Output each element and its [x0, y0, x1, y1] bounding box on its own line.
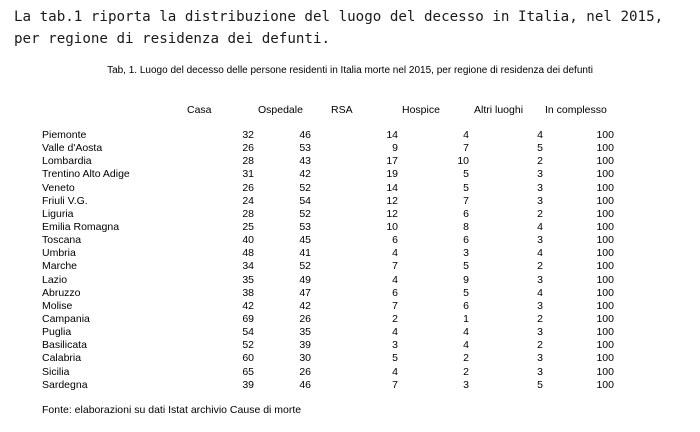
cell-value: 14 [386, 129, 398, 142]
table-row [0, 234, 614, 247]
cell-value: 2 [537, 207, 543, 220]
cell-value: 28 [242, 155, 254, 168]
cell-value: 5 [537, 142, 543, 155]
cell-value: 17 [386, 155, 398, 168]
cell-value: 2 [463, 365, 469, 378]
cell-value: 52 [242, 339, 254, 352]
cell-value: 7 [392, 378, 398, 391]
cell-value: 35 [299, 326, 311, 339]
cell-value: 4 [463, 339, 469, 352]
source-note: Fonte: elaborazioni su dati Istat archivio Cause di morte [42, 404, 302, 416]
cell-value: 100 [596, 207, 614, 220]
cell-value: 2 [537, 155, 543, 168]
cell-value: 4 [392, 273, 398, 286]
cell-value: 5 [463, 286, 469, 299]
cell-value: 100 [596, 129, 614, 142]
column-header-ospedale: Ospedale [258, 104, 303, 116]
cell-value: 54 [299, 194, 311, 207]
cell-value: 39 [299, 339, 311, 352]
table-row [0, 366, 614, 379]
cell-value: 4 [537, 286, 543, 299]
table-row [0, 182, 614, 195]
cell-value: 100 [596, 221, 614, 234]
table-row [0, 379, 614, 392]
cell-value: 52 [299, 181, 311, 194]
cell-value: 39 [242, 378, 254, 391]
cell-value: 5 [463, 168, 469, 181]
region-name: Sardegna [42, 378, 88, 391]
region-name: Trentino Alto Adige [42, 168, 130, 181]
table-row [0, 195, 614, 208]
cell-value: 19 [386, 168, 398, 181]
region-name: Umbria [42, 247, 76, 260]
region-name: Friuli V.G. [42, 194, 88, 207]
region-name: Valle d'Aosta [42, 142, 103, 155]
cell-value: 4 [392, 247, 398, 260]
column-header-rsa: RSA [331, 104, 353, 116]
cell-value: 100 [596, 142, 614, 155]
cell-value: 100 [596, 352, 614, 365]
region-name: Marche [42, 260, 78, 273]
region-name: Basilicata [42, 339, 87, 352]
cell-value: 100 [596, 273, 614, 286]
cell-value: 9 [392, 142, 398, 155]
cell-value: 35 [242, 273, 254, 286]
table-row [0, 274, 614, 287]
cell-value: 34 [242, 260, 254, 273]
cell-value: 5 [463, 260, 469, 273]
cell-value: 3 [537, 299, 543, 312]
cell-value: 2 [392, 313, 398, 326]
region-name: Molise [42, 299, 73, 312]
table-row [0, 247, 614, 260]
cell-value: 4 [463, 129, 469, 142]
region-name: Calabria [42, 352, 82, 365]
cell-value: 100 [596, 313, 614, 326]
cell-value: 3 [537, 234, 543, 247]
cell-value: 12 [386, 207, 398, 220]
cell-value: 4 [537, 129, 543, 142]
region-name: Puglia [42, 326, 72, 339]
cell-value: 2 [537, 339, 543, 352]
cell-value: 10 [386, 221, 398, 234]
cell-value: 100 [596, 181, 614, 194]
cell-value: 100 [596, 234, 614, 247]
cell-value: 7 [463, 194, 469, 207]
cell-value: 31 [242, 168, 254, 181]
cell-value: 100 [596, 378, 614, 391]
region-name: Lombardia [42, 155, 92, 168]
cell-value: 12 [386, 194, 398, 207]
region-name: Piemonte [42, 129, 87, 142]
column-header-casa: Casa [187, 104, 212, 116]
cell-value: 7 [463, 142, 469, 155]
cell-value: 3 [392, 339, 398, 352]
cell-value: 3 [463, 247, 469, 260]
cell-value: 14 [386, 181, 398, 194]
cell-value: 3 [537, 365, 543, 378]
cell-value: 3 [537, 168, 543, 181]
cell-value: 2 [463, 352, 469, 365]
cell-value: 25 [242, 221, 254, 234]
cell-value: 40 [242, 234, 254, 247]
cell-value: 100 [596, 247, 614, 260]
cell-value: 26 [299, 313, 311, 326]
region-name: Toscana [42, 234, 82, 247]
cell-value: 69 [242, 313, 254, 326]
region-name: Liguria [42, 207, 74, 220]
cell-value: 5 [537, 378, 543, 391]
region-name: Abruzzo [42, 286, 81, 299]
cell-value: 26 [242, 181, 254, 194]
table-row [0, 208, 614, 221]
cell-value: 100 [596, 339, 614, 352]
cell-value: 46 [299, 378, 311, 391]
cell-value: 100 [596, 155, 614, 168]
cell-value: 7 [392, 260, 398, 273]
cell-value: 100 [596, 194, 614, 207]
table-row [0, 313, 614, 326]
cell-value: 5 [392, 352, 398, 365]
cell-value: 3 [537, 194, 543, 207]
cell-value: 4 [392, 326, 398, 339]
table-row [0, 287, 614, 300]
cell-value: 46 [299, 129, 311, 142]
cell-value: 60 [242, 352, 254, 365]
cell-value: 42 [242, 299, 254, 312]
cell-value: 41 [299, 247, 311, 260]
cell-value: 3 [537, 273, 543, 286]
cell-value: 24 [242, 194, 254, 207]
cell-value: 3 [537, 352, 543, 365]
cell-value: 6 [463, 299, 469, 312]
cell-value: 48 [242, 247, 254, 260]
table-caption: Tab, 1. Luogo del decesso delle persone residenti in Italia morte nel 2015, per regione di residenza dei defunti [107, 65, 593, 76]
column-header-hospice: Hospice [402, 104, 440, 116]
intro-line: per regione di residenza dei defunti. [14, 31, 331, 47]
cell-value: 42 [299, 299, 311, 312]
region-name: Veneto [42, 181, 75, 194]
cell-value: 6 [392, 234, 398, 247]
cell-value: 9 [463, 273, 469, 286]
cell-value: 43 [299, 155, 311, 168]
cell-value: 47 [299, 286, 311, 299]
cell-value: 32 [242, 129, 254, 142]
cell-value: 4 [392, 365, 398, 378]
cell-value: 3 [463, 378, 469, 391]
cell-value: 4 [463, 326, 469, 339]
data-table [0, 129, 614, 392]
cell-value: 49 [299, 273, 311, 286]
cell-value: 100 [596, 299, 614, 312]
intro-paragraph [14, 6, 694, 50]
table-row [0, 300, 614, 313]
table-row [0, 129, 614, 142]
table-row [0, 326, 614, 339]
cell-value: 100 [596, 326, 614, 339]
intro-line: La tab.1 riporta la distribuzione del luogo del decesso in Italia, nel 2015, [14, 9, 664, 25]
table-row [0, 168, 614, 181]
cell-value: 7 [392, 299, 398, 312]
region-name: Emilia Romagna [42, 221, 120, 234]
cell-value: 3 [537, 181, 543, 194]
cell-value: 26 [299, 365, 311, 378]
cell-value: 2 [537, 313, 543, 326]
cell-value: 6 [392, 286, 398, 299]
cell-value: 3 [537, 326, 543, 339]
cell-value: 2 [537, 260, 543, 273]
cell-value: 6 [463, 207, 469, 220]
cell-value: 100 [596, 168, 614, 181]
cell-value: 38 [242, 286, 254, 299]
table-row [0, 142, 614, 155]
region-name: Sicilia [42, 365, 70, 378]
cell-value: 45 [299, 234, 311, 247]
cell-value: 28 [242, 207, 254, 220]
cell-value: 5 [463, 181, 469, 194]
cell-value: 53 [299, 142, 311, 155]
cell-value: 52 [299, 260, 311, 273]
cell-value: 100 [596, 365, 614, 378]
cell-value: 6 [463, 234, 469, 247]
region-name: Lazio [42, 273, 68, 286]
cell-value: 65 [242, 365, 254, 378]
cell-value: 52 [299, 207, 311, 220]
cell-value: 30 [299, 352, 311, 365]
column-header-altri-luoghi: Altri luoghi [474, 104, 524, 116]
table-row [0, 221, 614, 234]
region-name: Campania [42, 313, 90, 326]
cell-value: 8 [463, 221, 469, 234]
table-body [0, 129, 614, 392]
cell-value: 26 [242, 142, 254, 155]
cell-value: 4 [537, 221, 543, 234]
cell-value: 54 [242, 326, 254, 339]
cell-value: 1 [463, 313, 469, 326]
cell-value: 53 [299, 221, 311, 234]
table-row [0, 260, 614, 273]
cell-value: 4 [537, 247, 543, 260]
cell-value: 100 [596, 286, 614, 299]
column-header-in-complesso: In complesso [545, 104, 607, 116]
cell-value: 10 [457, 155, 469, 168]
cell-value: 100 [596, 260, 614, 273]
table-row [0, 339, 614, 352]
cell-value: 42 [299, 168, 311, 181]
table-row [0, 155, 614, 168]
table-row [0, 352, 614, 365]
